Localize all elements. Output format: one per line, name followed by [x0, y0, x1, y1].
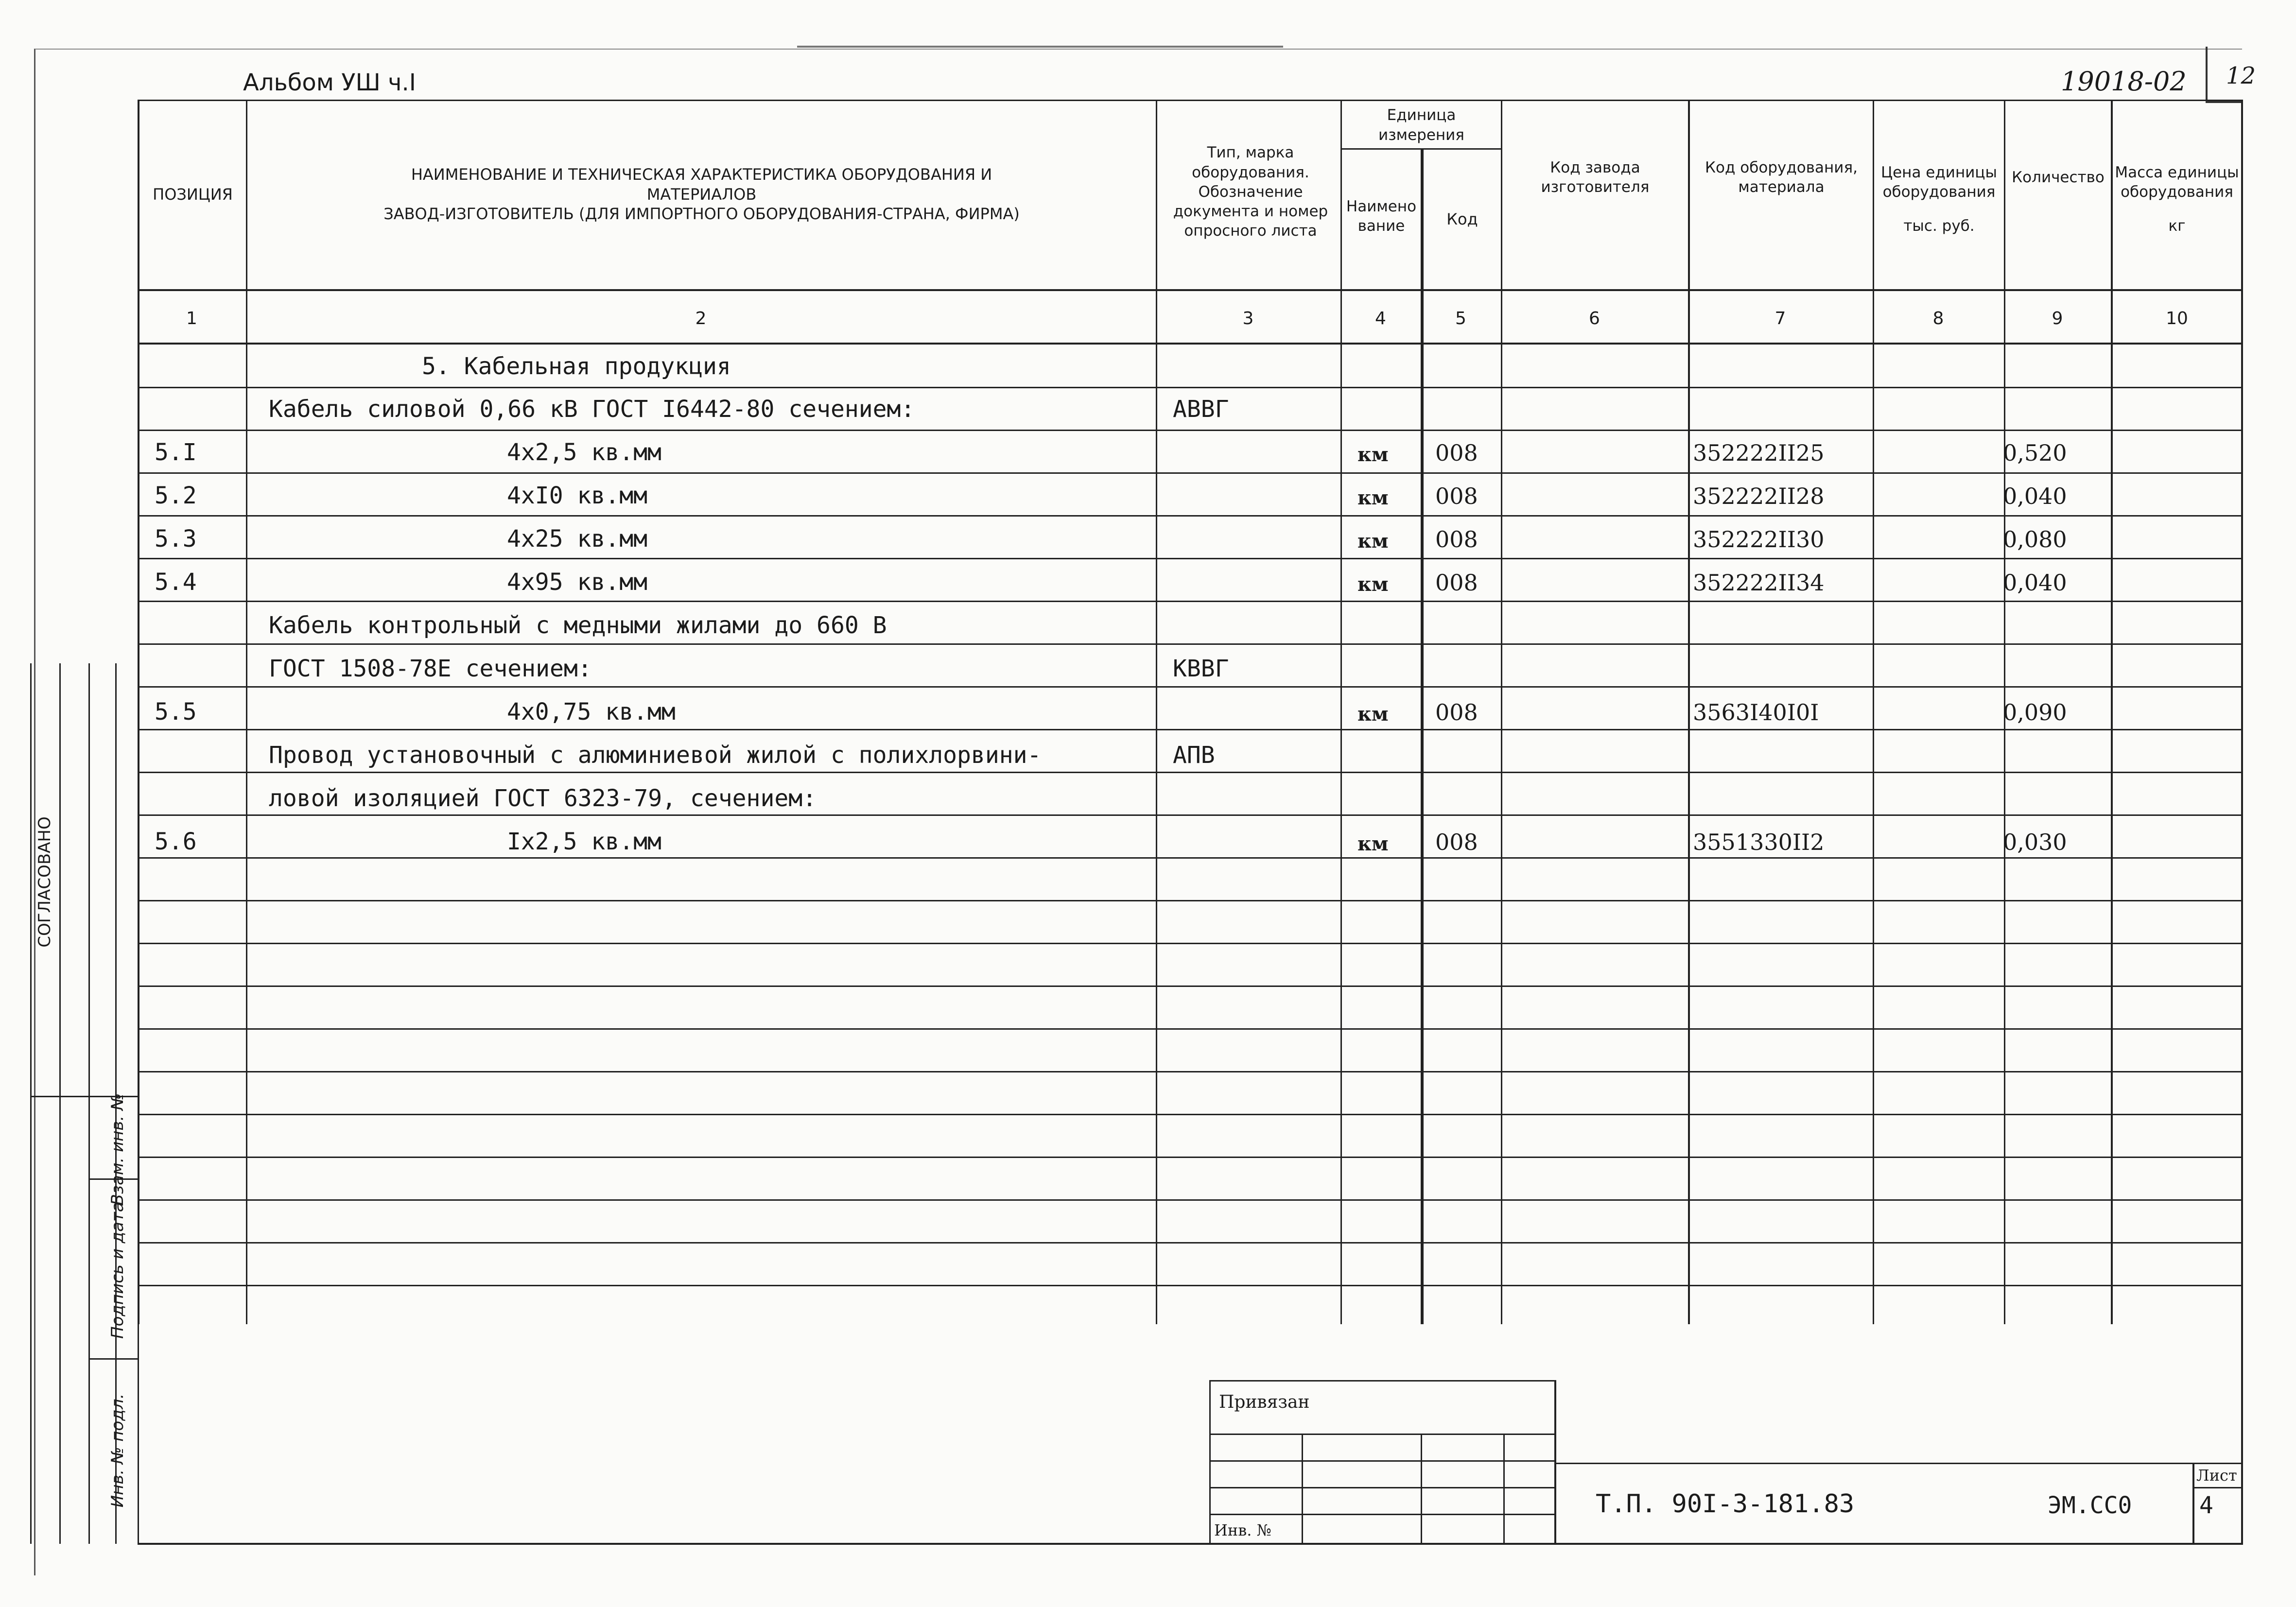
cell-type-mark [1173, 345, 1333, 380]
row-rule [138, 1285, 2243, 1286]
cell-position: 5.I [155, 439, 197, 466]
stamp-original-inv: Инв. № подл. [108, 1393, 127, 1508]
cell-unit-code [1435, 647, 1498, 682]
cell-type-mark: АПВ [1173, 742, 1215, 769]
row-rule [138, 1114, 2243, 1115]
cell-equipment-code [1693, 734, 1873, 769]
doc-number-handwritten: 19018-02 [2061, 66, 2187, 97]
cell-unit-code [1435, 388, 1498, 423]
cell-name: 4хI0 кв.мм [507, 482, 647, 509]
row-rule [138, 1199, 2243, 1201]
cell-name: 4х25 кв.мм [507, 525, 647, 553]
title-block [138, 1324, 2243, 1544]
cell-quantity: 0,040 [2003, 570, 2067, 596]
row-rule [138, 515, 2243, 517]
column-number-9: 9 [2052, 308, 2063, 328]
column-number-3: 3 [1242, 308, 1254, 328]
header-name [247, 129, 1156, 260]
cell-unit-code [1435, 345, 1498, 380]
cell-type-mark [1173, 561, 1333, 596]
cell-unit-name: км [1357, 703, 1389, 726]
row-rule [138, 643, 2243, 645]
row-rule [138, 900, 2243, 901]
cell-unit-name [1357, 647, 1416, 682]
header-equipment-code: Код оборудования, материала [1705, 158, 1858, 196]
row-rule [138, 1028, 2243, 1030]
title-sheet-number: 4 [2199, 1492, 2213, 1519]
cell-quantity: 0,520 [2003, 440, 2067, 466]
row-rule [138, 558, 2243, 559]
stamp-replaced-inv: Взам. инв. № [108, 1093, 127, 1206]
cell-quantity [2003, 647, 2110, 682]
cell-position [155, 388, 242, 423]
cell-unit-code: 008 [1435, 483, 1478, 509]
cell-position: 5.4 [155, 569, 197, 596]
header-unit-mass-units: кг [2168, 217, 2186, 235]
cell-quantity [2003, 604, 2110, 639]
cell-name: Iх2,5 кв.мм [507, 828, 661, 855]
cell-position [155, 734, 242, 769]
cell-position [155, 647, 242, 682]
cell-unit-name: км [1357, 573, 1389, 596]
cell-quantity: 0,090 [2003, 699, 2067, 726]
cell-equipment-code [1693, 604, 1873, 639]
row-rule [138, 472, 2243, 474]
cell-position [155, 777, 242, 812]
row-rule [138, 1157, 2243, 1158]
cell-equipment-code: 352222II28 [1693, 483, 1825, 509]
cell-unit-name: км [1357, 530, 1389, 553]
cell-equipment-code: 352222II25 [1693, 440, 1825, 466]
cell-type-mark: КВВГ [1173, 655, 1229, 682]
header-factory-code: Код завода изготовителя [1541, 158, 1650, 196]
cell-quantity [2003, 777, 2110, 812]
specification-table [138, 100, 2243, 1324]
cell-name: Кабель контрольный с медными жилами до 660 В [269, 612, 887, 639]
cell-unit-code: 008 [1435, 570, 1478, 596]
cell-equipment-code [1693, 388, 1873, 423]
row-rule [138, 943, 2243, 944]
header-unit-name: Наименование [1346, 197, 1417, 235]
cell-type-mark: АВВГ [1173, 396, 1229, 423]
cell-position [155, 604, 242, 639]
header-name-line3: ЗАВОД-ИЗГОТОВИТЕЛЬ (ДЛЯ ИМПОРТНОГО ОБОРУДОВАНИЯ-СТРАНА, ФИРМА) [383, 205, 1020, 224]
stamp-signature-date: Подпись и дата [108, 1202, 127, 1339]
side-approval-stamp [30, 663, 138, 1544]
cell-unit-name [1357, 777, 1416, 812]
header-position: ПОЗИЦИЯ [153, 185, 233, 204]
cell-unit-code: 008 [1435, 440, 1478, 466]
cell-quantity [2003, 345, 2110, 380]
cell-equipment-code: 352222II34 [1693, 570, 1825, 596]
cell-unit-name [1357, 388, 1416, 423]
cell-unit-code: 008 [1435, 699, 1478, 726]
cell-unit-name [1357, 604, 1416, 639]
cell-name: ГОСТ 1508-78Е сечением: [269, 655, 592, 682]
cell-type-mark [1173, 820, 1333, 855]
column-number-8: 8 [1932, 308, 1944, 328]
row-rule [138, 985, 2243, 987]
row-rule [138, 686, 2243, 688]
cell-name: 5. Кабельная продукция [422, 353, 731, 380]
cell-quantity: 0,030 [2003, 829, 2067, 855]
cell-name: 4х2,5 кв.мм [507, 439, 661, 466]
cell-type-mark [1173, 604, 1333, 639]
cell-name: 4х95 кв.мм [507, 569, 647, 596]
cell-name: ловой изоляцией ГОСТ 6323-79, сечением: [269, 785, 817, 812]
cell-unit-name [1357, 734, 1416, 769]
cell-unit-name: км [1357, 443, 1389, 466]
header-unit-mass [2113, 119, 2241, 279]
header-unit-mass-label: Масса единицы оборудования [2115, 163, 2239, 201]
row-rule [138, 601, 2243, 602]
cell-position: 5.6 [155, 828, 197, 855]
cell-equipment-code: 3551330II2 [1693, 829, 1825, 855]
header-unit-code: Код [1446, 210, 1478, 229]
cell-unit-name [1357, 345, 1416, 380]
header-unit-group: Единица измерения [1378, 106, 1464, 144]
column-number-1: 1 [186, 308, 197, 328]
header-type-mark: Тип, марка оборудования. Обозначение документа и номер опросного листа [1173, 144, 1328, 240]
cell-equipment-code [1693, 647, 1873, 682]
header-unit-price-label: Цена единицы оборудования [1881, 163, 1997, 201]
header-quantity: Количество [2012, 168, 2105, 186]
cell-quantity: 0,040 [2003, 483, 2067, 509]
column-number-10: 10 [2166, 308, 2188, 328]
cell-unit-code [1435, 777, 1498, 812]
cell-quantity [2003, 734, 2110, 769]
cell-type-mark [1173, 691, 1333, 726]
cell-unit-code [1435, 604, 1498, 639]
cell-type-mark [1173, 777, 1333, 812]
cell-equipment-code: 352222II30 [1693, 526, 1825, 553]
sheet-corner-number: 12 [2226, 62, 2256, 89]
cell-unit-code: 008 [1435, 526, 1478, 553]
cell-unit-name: км [1357, 832, 1389, 855]
cell-unit-code [1435, 734, 1498, 769]
column-number-4: 4 [1375, 308, 1386, 328]
stamp-agreed: СОГЛАСОВАНО [35, 816, 54, 948]
row-rule [138, 857, 2243, 859]
cell-type-mark [1173, 474, 1333, 509]
row-rule [138, 772, 2243, 773]
title-sheet-label: Лист [2196, 1466, 2237, 1485]
cell-quantity [2003, 388, 2110, 423]
column-number-2: 2 [695, 308, 707, 328]
row-rule [138, 729, 2243, 730]
header-unit-price [1874, 119, 2004, 279]
cell-type-mark [1173, 518, 1333, 553]
top-rule [797, 46, 1283, 48]
cell-position: 5.3 [155, 525, 197, 553]
cell-equipment-code [1693, 345, 1873, 380]
row-rule [138, 1242, 2243, 1244]
title-designation: Т.П. 90I-3-181.83 [1596, 1489, 1855, 1519]
column-number-5: 5 [1455, 308, 1466, 328]
title-inv-label: Инв. № [1214, 1521, 1271, 1539]
cell-unit-code: 008 [1435, 829, 1478, 855]
cell-quantity: 0,080 [2003, 526, 2067, 553]
cell-name: Провод установочный с алюминиевой жилой с полихлорвини- [269, 742, 1042, 769]
header-name-line2: МАТЕРИАЛОВ [646, 185, 757, 204]
title-bound-label: Привязан [1219, 1392, 1310, 1412]
album-title: Альбом УШ ч.I [243, 69, 416, 96]
cell-name: Кабель силовой 0,66 кВ ГОСТ I6442-80 сечением: [269, 396, 915, 423]
cell-name: 4х0,75 кв.мм [507, 698, 676, 726]
column-number-6: 6 [1589, 308, 1600, 328]
column-number-7: 7 [1774, 308, 1786, 328]
title-code: ЭМ.СС0 [2048, 1492, 2132, 1519]
cell-position: 5.2 [155, 482, 197, 509]
cell-position [155, 345, 242, 380]
header-name-line1: НАИМЕНОВАНИЕ И ТЕХНИЧЕСКАЯ ХАРАКТЕРИСТИКА ОБОРУДОВАНИЯ И [411, 165, 992, 184]
header-unit-price-units: тыс. руб. [1903, 217, 1975, 235]
cell-type-mark [1173, 431, 1333, 466]
cell-equipment-code: 3563I40I0I [1693, 699, 1819, 726]
row-rule [138, 814, 2243, 816]
cell-unit-name: км [1357, 486, 1389, 509]
row-rule [138, 1071, 2243, 1072]
cell-equipment-code [1693, 777, 1873, 812]
cell-position: 5.5 [155, 698, 197, 726]
